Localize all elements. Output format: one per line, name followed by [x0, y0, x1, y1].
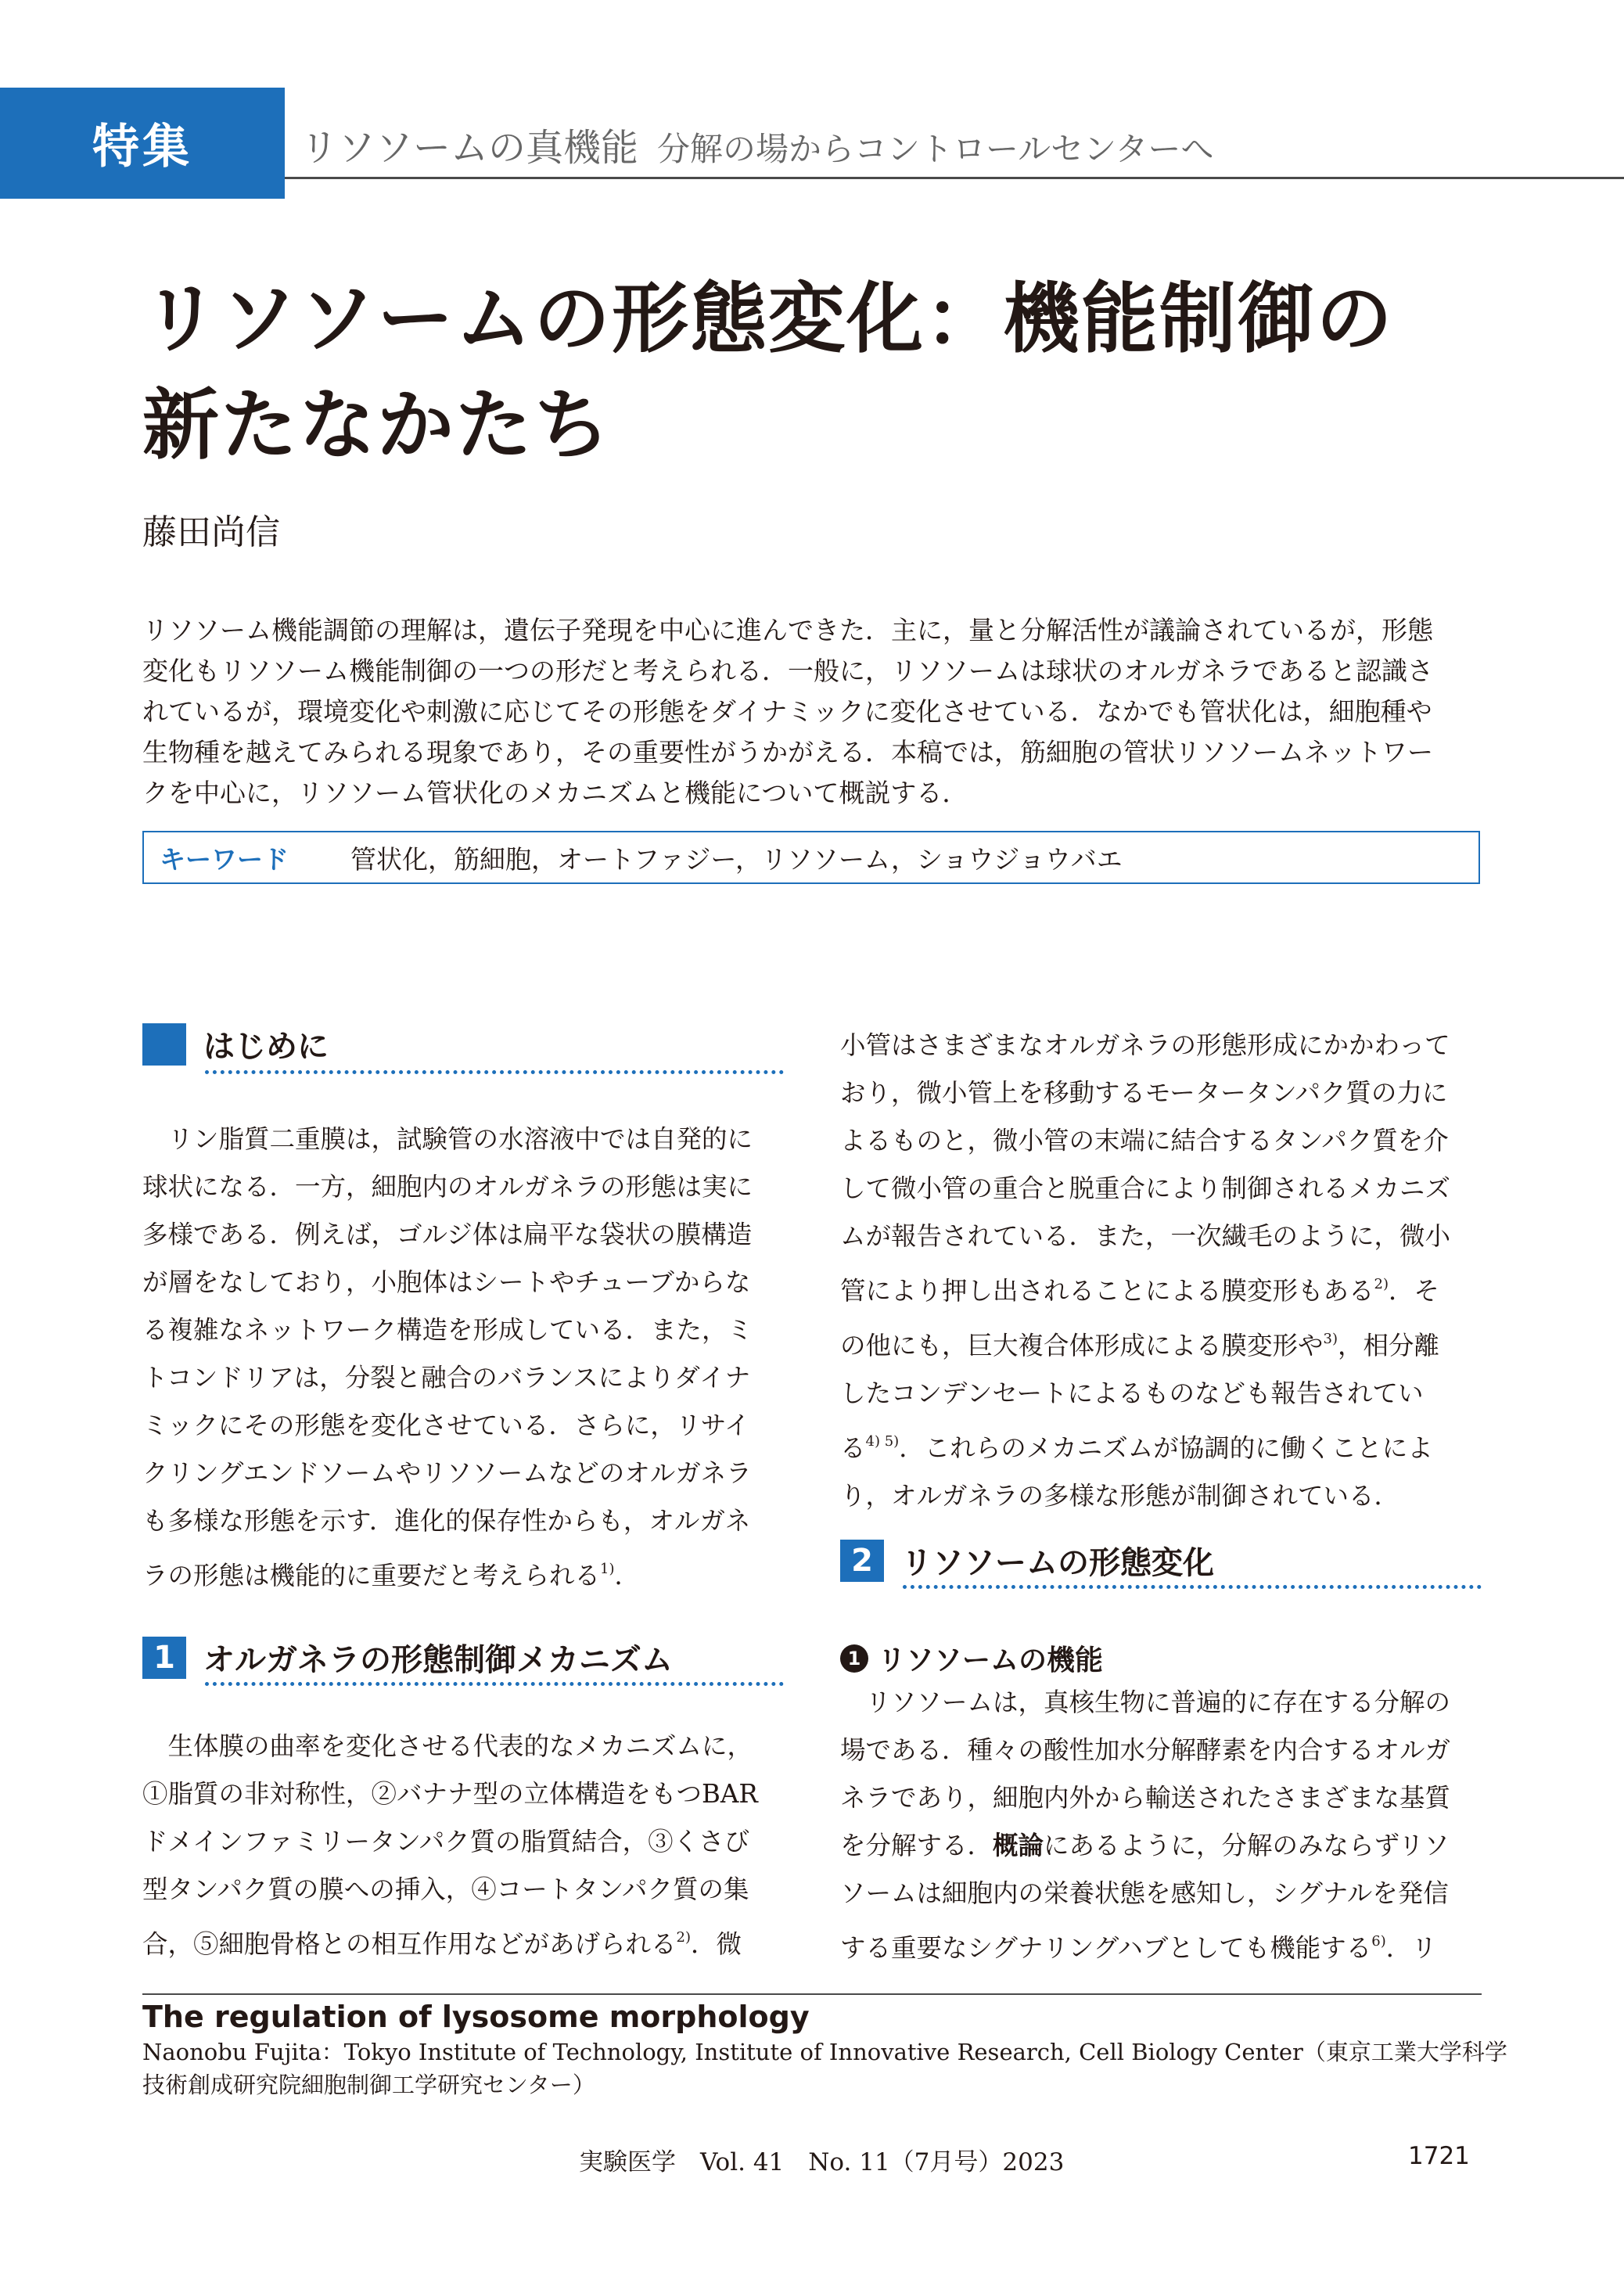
section-1-rule: [205, 1682, 784, 1686]
keywords-box: [142, 831, 1480, 884]
text-fragment: ．そ: [1389, 1276, 1440, 1306]
journal-citation: 実験医学 Vol. 41 No. 11（7月号）2023: [579, 2148, 1065, 2176]
text-line: ①脂質の非対称性，②バナナ型の立体構造をもつBAR: [142, 1779, 758, 1809]
text-line: 多様である．例えば，ゴルジ体は扁平な袋状の膜構造: [142, 1220, 753, 1249]
text-line: したコンデンセートによるものなども報告されてい: [840, 1378, 1424, 1408]
text-line: クリングエンドソームやリソソームなどのオルガネラ: [142, 1458, 752, 1488]
subsection-title: リソソームの機能: [878, 1644, 1104, 1677]
section-2-paragraph: [840, 1679, 1482, 1972]
text-line: 型タンパク質の膜への挿入，④コートタンパク質の集: [142, 1874, 749, 1904]
text-fragment: ．微: [691, 1929, 742, 1959]
series-header: [300, 117, 1214, 171]
text-line: が層をなしており，小胞体はシートやチューブからな: [142, 1267, 751, 1297]
page-number: 1721: [1408, 2142, 1470, 2170]
subsection-number-badge: 1: [840, 1644, 868, 1673]
text-line: [142, 1545, 784, 1600]
section-2-number: 2: [840, 1540, 884, 1582]
citation-ref: 3): [1323, 1331, 1338, 1347]
text-line: ネラであり，細胞内外から輸送されたさまざまな基質: [840, 1783, 1451, 1813]
text-line: [840, 1822, 1482, 1870]
section-1-title: オルガネラの形態制御メカニズム: [203, 1642, 673, 1678]
text-fragment: ラの形態は機能的に重要だと考えられる: [142, 1561, 601, 1590]
text-fragment: の他にも，巨大複合体形成による膜変形や: [840, 1331, 1324, 1360]
section-2-heading: [840, 1538, 1214, 1583]
text-line: して微小管の重合と脱重合により制御されるメカニズ: [840, 1173, 1451, 1203]
intro-heading: [142, 1022, 329, 1066]
affiliation-line: 技術創成研究院細胞制御工学研究センター）: [142, 2072, 595, 2098]
text-line: ソームは細胞内の栄養状態を感知し，シグナルを発信: [840, 1878, 1449, 1908]
text-line: [142, 1914, 784, 1968]
section-2-rule: [903, 1585, 1482, 1589]
text-line: トコンドリアは，分裂と融合のバランスによりダイナ: [142, 1363, 751, 1393]
text-line: 小管はさまざまなオルガネラの形態形成にかかわって: [840, 1030, 1450, 1060]
intro-heading-marker: [142, 1023, 186, 1066]
keywords-label: キーワード: [160, 843, 289, 875]
abstract-line: れているが，環境変化や刺激に応じてその形態をダイナミックに変化させている．なかでも管状化は，細胞種や: [142, 696, 1432, 727]
abstract-line: リソソーム機能調節の理解は，遺伝子発現を中心に進んできた．主に，量と分解活性が議論されているが，形態: [142, 615, 1433, 645]
intro-paragraph: [142, 1116, 784, 1600]
abstract-line: クを中心に，リソソーム管状化のメカニズムと機能について概説する．: [142, 778, 968, 808]
affiliation-line: Naonobu Fujita：Tokyo Institute of Technology, Institute of Innovative Research, Cell Biology Center（東京工業大学科学: [142, 2039, 1507, 2065]
section-1-heading: [142, 1635, 673, 1680]
text-line: ミックにその形態を変化させている．さらに，リサイ: [142, 1411, 750, 1440]
text-line: よるものと，微小管の末端に結合するタンパク質を介: [840, 1126, 1449, 1155]
section-1-paragraph: [142, 1723, 784, 1968]
text-line: る複雑なネットワーク構造を形成している．また，ミ: [142, 1315, 753, 1345]
text-fragment: ．リ: [1385, 1933, 1437, 1963]
text-line: 場である．種々の酸性加水分解酵素を内合するオルガ: [840, 1735, 1451, 1765]
intro-heading-rule: [205, 1070, 784, 1074]
author-affiliation: [142, 2036, 1507, 2101]
abstract-line: 変化もリソソーム機能制御の一つの形だと考えられる．一般に，リソソームは球状のオルガネラであると認識さ: [142, 656, 1433, 686]
article-title: [142, 266, 1519, 479]
citation-ref: 2): [676, 1929, 691, 1946]
text-line: リン脂質二重膜は，試験管の水溶液中では自発的に: [142, 1124, 753, 1154]
citation-ref: 6): [1371, 1933, 1386, 1950]
text-line: [840, 1418, 1482, 1472]
text-fragment: る: [840, 1433, 866, 1463]
section-2-title: リソソームの形態変化: [901, 1545, 1214, 1581]
text-line: [840, 1260, 1482, 1315]
text-line: ドメインファミリータンパク質の脂質結合，③くさび: [142, 1827, 750, 1856]
citation-ref: 4) 5): [865, 1433, 900, 1450]
series-title: リソソームの真機能: [300, 126, 639, 170]
author-name: 藤田尚信: [142, 512, 280, 552]
abstract-line: 生物種を越えてみられる現象であり，その重要性がうかがえる．本稿では，筋細胞の管状リソソームネットワー: [142, 737, 1433, 767]
text-fragment: にあるように，分解のみならずリソ: [1044, 1831, 1450, 1860]
title-line-1: リソソームの形態変化：機能制御の: [142, 275, 1395, 364]
english-title: The regulation of lysosome morphology: [142, 2000, 810, 2034]
text-line: 生体膜の曲率を変化させる代表的なメカニズムに，: [142, 1731, 753, 1761]
citation-ref: 1): [600, 1561, 615, 1577]
text-fragment: する重要なシグナリングハブとしても機能する: [840, 1933, 1372, 1963]
keywords-text: 管状化，筋細胞，オートファジー，リソソーム，ショウジョウバエ: [350, 843, 1123, 875]
subsection-2-1-heading: [840, 1638, 1103, 1678]
title-line-2: 新たなかたち: [142, 381, 613, 470]
text-line: [840, 1917, 1482, 1972]
series-subtitle: 分解の場からコントロールセンターへ: [657, 130, 1214, 168]
text-fragment: ．これらのメカニズムが協調的に働くことによ: [899, 1433, 1433, 1463]
text-line: 球状になる．一方，細胞内のオルガネラの形態は実に: [142, 1172, 753, 1202]
text-fragment: を分解する．: [840, 1831, 993, 1860]
text-line: おり，微小管上を移動するモータータンパク質の力に: [840, 1078, 1448, 1108]
header-rule: [285, 177, 1624, 179]
overview-reference: 概論: [993, 1831, 1044, 1860]
text-line: も多様な形態を示す．進化的保存性からも，オルガネ: [142, 1506, 751, 1536]
text-fragment: 合，⑤細胞骨格との相互作用などがあげられる: [142, 1929, 677, 1959]
feature-label: 特集: [0, 88, 285, 199]
text-line: り，オルガネラの多様な形態が制御されている．: [840, 1481, 1400, 1511]
text-line: [840, 1315, 1482, 1370]
abstract: [142, 610, 1482, 814]
text-line: ムが報告されている．また，一次繊毛のように，微小: [840, 1221, 1451, 1251]
footer-rule: [142, 1993, 1482, 1995]
column-2-paragraph: [840, 1022, 1482, 1520]
citation-ref: 2): [1374, 1276, 1389, 1292]
section-1-number: 1: [142, 1637, 186, 1679]
text-fragment: ，相分離: [1338, 1331, 1440, 1360]
text-fragment: ．: [614, 1561, 641, 1590]
intro-heading-title: はじめに: [203, 1029, 329, 1065]
text-line: リソソームは，真核生物に普遍的に存在する分解の: [840, 1687, 1451, 1717]
text-fragment: 管により押し出されることによる膜変形もある: [840, 1276, 1374, 1306]
